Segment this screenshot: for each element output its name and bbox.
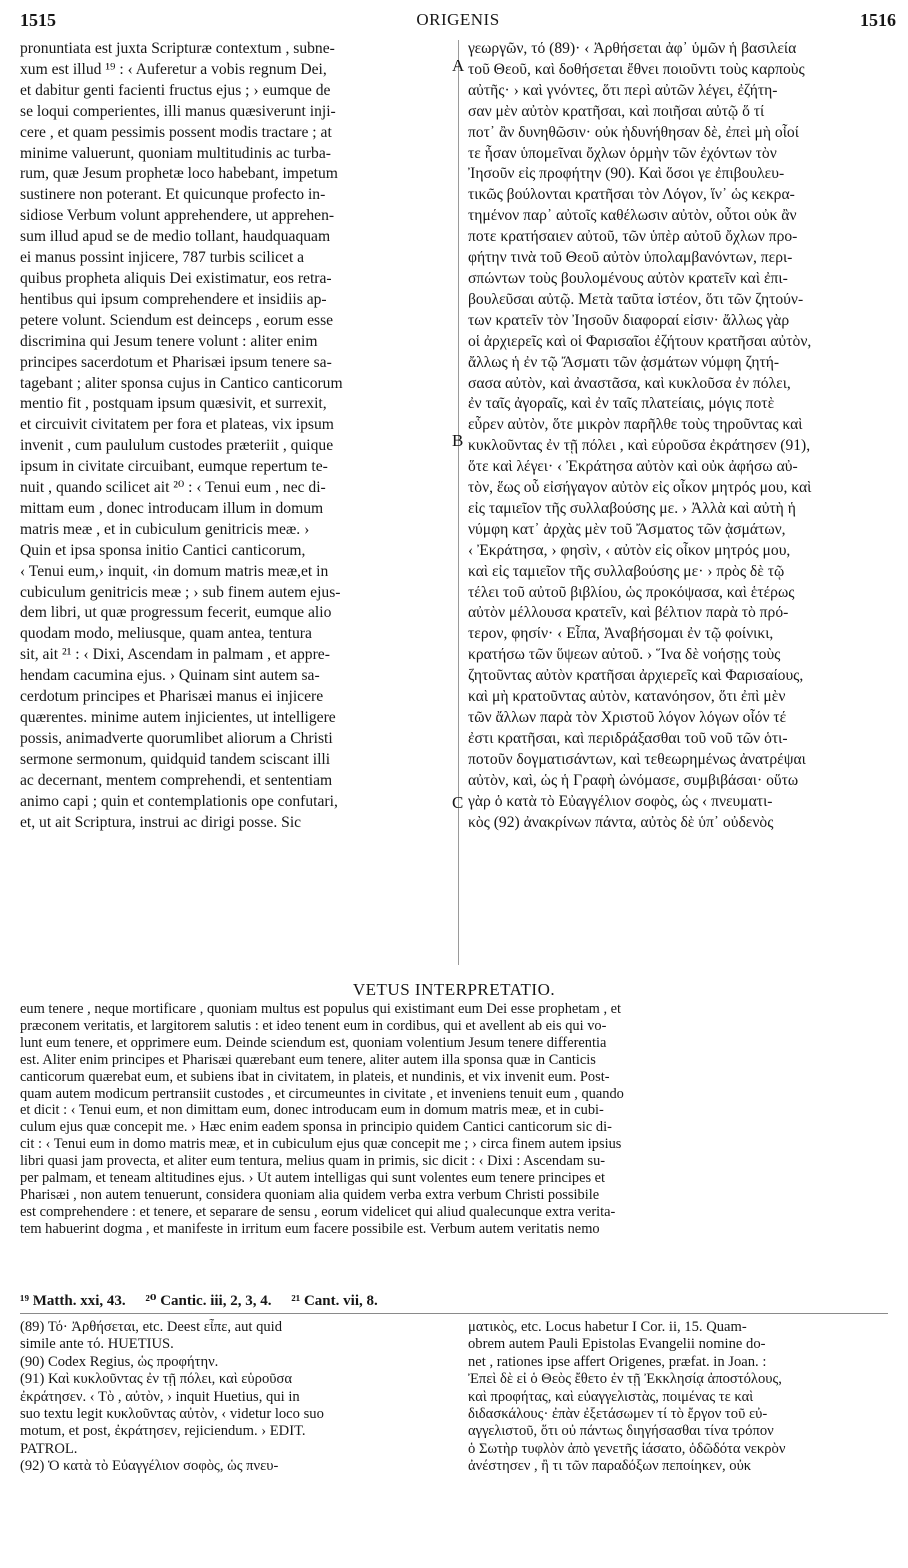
latin-text-line: pronuntiata est juxta Scripturæ contextum , subne-	[20, 40, 335, 57]
running-title: ORIGENIS	[416, 10, 500, 29]
latin-text-line: sidiose Verbum volunt apprehendere, ut apprehen-	[20, 207, 335, 225]
greek-text-line: καὶ εἰς ταμιεῖον τῆς συλλαβούσης με· › πρὸς δὲ τῷ	[468, 562, 785, 580]
latin-text-line: et circuivit civitatem per fora et plateas, vix ipsum	[20, 416, 334, 434]
footnote-line: suo textu legit κυκλοῦντας αὐτὸν, ‹ videtur loco suo	[20, 1406, 324, 1423]
greek-text-line: βουλεῦσαι αὐτῷ. Μετὰ ταῦτα ἰστέον, ὅτι τῶν ζητούν-	[468, 290, 804, 308]
latin-text-line: quærentes. minime autem injicientes, ut intelligere	[20, 709, 336, 726]
footnote-line: ἐκράτησεν. ‹ Τὸ , αὐτὸν, › inquit Huetius, qui in	[20, 1388, 300, 1405]
running-header	[20, 10, 896, 34]
vetus-interpretatio-heading: VETUS INTERPRETATIO.	[352, 980, 556, 999]
latin-text-line: invenit , cum paululum custodes præteriit , quique	[20, 437, 334, 455]
greek-text-line: ποτ᾽ ἂν δυνηθῶσιν· οὐκ ἠδυνήθησαν δὲ, ἐπεὶ μὴ οἷοί	[468, 123, 799, 141]
vetus-text-line: eum tenere , neque mortificare , quoniam multus est populus qui existimant eum Dei esse prophetam , et	[20, 1001, 622, 1017]
greek-text-line: σασα αὐτὸν, καὶ ἀναστᾶσα, καὶ κυκλοῦσα ἐν πόλει,	[468, 374, 791, 392]
footnote-line: ὁ Σωτὴρ τυφλὸν ἀπὸ γενετῆς ἰάσατο, ὁδῶδότα νεκρὸν	[468, 1440, 786, 1457]
latin-text-line: ‹ Tenui eum,› inquit, ‹in domum matris meæ,et in	[20, 562, 329, 580]
footnote-line: (91) Καὶ κυκλοῦντας ἐν τῇ πόλει, καὶ εὑροῦσα	[20, 1371, 292, 1388]
greek-text-line: ἄλλως ἡ ἐν τῷ Ἄσματι τῶν ᾀσμάτων νύμφη ζητή-	[468, 353, 780, 371]
page-number-left: 1515	[20, 10, 56, 30]
vetus-text-line: libri quasi jam provecta, et aliter eum tentura, melius quam in primis, sic dicit : ‹ Dixi : Ascendam su-	[20, 1153, 606, 1170]
footnote-line: Ἐπεὶ δὲ εἰ ὁ Θεὸς ἔθετο ἐν τῇ Ἐκκλησίᾳ ἀποστόλους,	[468, 1371, 782, 1388]
greek-text-line: εἰς ταμιεῖον τῆς συλλαβούσης με. › Ἀλλὰ καὶ αὐτὴ ἡ	[468, 499, 796, 517]
latin-text-line: ipsum in civitate circuibant, eumque repertum te-	[20, 458, 328, 476]
footnote-rule	[20, 1313, 888, 1314]
greek-text-line: ζητοῦντας αὐτὸν κρατῆσαι ἀρχιερεῖς καὶ Φαρισαίους,	[468, 667, 804, 685]
latin-text-line: et dabitur genti facienti fructus ejus ; › eumque de	[20, 81, 331, 99]
vetus-text-line: quam autem modicum pertransiit custodes , et circumeuntes in civitate , et inveniens tenuit eum , quando	[20, 1085, 624, 1102]
vetus-text-line: tem habuerint dogma , et manifeste in irritum eum facere possibile est. Verbum autem veritatis nemo	[20, 1220, 600, 1237]
latin-text-line: mittam eum , donec introducam illum in domum	[20, 499, 324, 517]
footnote-line: ματικὸς, etc. Locus habetur I Cor. ii, 15. Quam-	[468, 1319, 747, 1335]
latin-text-line: et, ut ait Scriptura, instrui ac dirigi posse. Sic	[20, 813, 302, 831]
vetus-text-line: cit : ‹ Tenui eum in domo matris meæ, et in cubiculum ejus quæ concepit me ; › circa finem autem ipsius	[20, 1136, 622, 1153]
latin-text-line: Quin et ipsa sponsa initio Cantici canticorum,	[20, 541, 306, 559]
greek-text-line: τερον, φησίν· ‹ Εἶπα, Ἀναβήσομαι ἐν τῷ φοίνικι,	[468, 625, 774, 643]
footnote-line: αγγελιστοῦ, ὅτι οὐ πάντως διηγήσασθαι τίνα τρόπον	[468, 1423, 774, 1440]
latin-text-line: se loqui comperientes, illi manus quæsiverunt inji-	[20, 102, 336, 120]
greek-text-line: καὶ μὴ κρατοῦντας αὐτὸν, κατανόησον, ὅτι ἐπὶ μὲν	[468, 688, 786, 706]
vetus-text-line: lunt eum tenere, et opprimere eum. Deinde sciendum est, quoniam volentium Jesum tenere differentia	[20, 1034, 607, 1051]
greek-column	[468, 39, 892, 833]
greek-text-line: κυκλοῦντας ἐν τῇ πόλει , καὶ εὑροῦσα ἐκράτησεν (91),	[468, 437, 811, 455]
greek-text-line: ποτε κρατήσαιεν αὐτοῦ, τῶν ὑπὲρ αὐτοῦ ὄχλων προ-	[468, 228, 798, 246]
latin-text-line: minime valuerunt, quoniam multitudinis ac turba-	[20, 144, 331, 162]
greek-text-line: τέλει τοῦ αὐτοῦ βιβλίου, ὡς προκόψασα, καὶ ἑτέρως	[468, 583, 795, 601]
latin-text-line: tagebant ; aliter sponsa cujus in Cantico canticorum	[20, 374, 343, 392]
greek-text-line: τικῶς βούλονται κρατῆσαι τὸν Λόγον, ἵν᾽ ὡς κεκρα-	[468, 186, 795, 204]
greek-text-line: οἱ ἀρχιερεῖς καὶ οἱ Φαρισαῖοι ἐζήτουν κρατῆσαι αὐτὸν,	[468, 332, 812, 350]
latin-text-line: cerdotum principes et Pharisæi manus ei injicere	[20, 688, 324, 706]
latin-text-line: ac decernant, mentem comprehendi, et sententiam	[20, 771, 333, 789]
greek-text-line: ‹ Ἐκράτησα, › φησὶν, ‹ αὐτὸν εἰς οἶκον μητρός μου,	[468, 541, 791, 559]
footnote-line: net , rationes ipse affert Origenes, præfat. in Joan. :	[468, 1353, 767, 1370]
greek-text-line: κὸς (92) ἀνακρίνων πάντα, αὐτὸς δὲ ὑπ᾽ οὐδενὸς	[468, 813, 774, 831]
page-number-right: 1516	[860, 10, 896, 30]
footnote-line: καὶ προφήτας, καὶ εὐαγγελιστὰς, ποιμένας τε καὶ	[468, 1388, 754, 1405]
greek-text-line: νύμφη κατ᾽ ἀρχὰς μὲν τοῦ Ἄσματος τῶν ᾀσμάτων,	[468, 520, 786, 538]
greek-text-line: τοῦ Θεοῦ, καὶ δοθήσεται ἔθνει ποιοῦντι τοὺς καρποὺς	[468, 60, 805, 78]
latin-text-line: sustinere non poterant. Et quicunque profecto in-	[20, 186, 326, 204]
vetus-text-line: et dicit : ‹ Tenui eum, et non dimittam eum, donec introducam eum in domum matris meæ, et in cubi-	[20, 1102, 604, 1119]
latin-text-line: principes sacerdotum et Pharisæi ipsum tenere sa-	[20, 353, 332, 371]
greek-text-line: αὐτὸν μέλλουσα κρατεῖν, καὶ βέλτιον παρὰ τὸ πρό-	[468, 604, 789, 622]
greek-text-line: τημένον παρ᾽ αὐτοῖς καθέλωσιν αὐτὸν, οὗτοι οὐκ ἂν	[468, 207, 797, 225]
column-separator	[458, 40, 459, 965]
footnote-line: (90) Codex Regius, ὡς προφήτην.	[20, 1353, 219, 1370]
greek-text-line: ἐστι κρατῆσαι, καὶ περιδράξασθαι τοῦ νοῦ τῶν ὁτι-	[468, 729, 788, 747]
footnote-line: PATROL.	[20, 1440, 78, 1457]
latin-text-line: xum est illud ¹⁹ : ‹ Auferetur a vobis regnum Dei,	[20, 60, 327, 78]
greek-text-line: ποτοῦν δογματισάντων, καὶ τεθεωρημένως ἀνατρέψαι	[468, 750, 806, 768]
latin-text-line: mentio fit , postquam ipsum quæsivit, et surrexit,	[20, 395, 327, 413]
latin-text-line: possis, animadverte quorumlibet aliorum a Christi	[20, 729, 333, 747]
greek-text-line: κρατήσω τῶν ὕψεων αὐτοῦ. › Ἵνα δὲ νοήσῃς τοὺς	[468, 646, 781, 664]
vetus-text-line: est comprehendere : et tenere, et separare de sensu , eorum videlicet qui aliud qualecunque extra verita-	[20, 1203, 616, 1220]
greek-text-line: ὅτε καὶ λέγει· ‹ Ἐκράτησα αὐτὸν καὶ οὐκ ἀφήσω αὐ-	[468, 458, 798, 476]
margin-letter-c: C	[452, 793, 464, 812]
greek-text-line: των κρατεῖν τὸν Ἰησοῦν διαφοραί εἰσιν· ἄλλως γὰρ	[468, 311, 790, 329]
latin-text-line: nuit , quando scilicet ait ²⁰ : ‹ Tenui eum , nec di-	[20, 479, 326, 497]
vetus-text-line: præconem veritatis, et largitorem salutis : et ideo tenent eum in cordibus, qui et avellent ab eis qui vo-	[20, 1017, 607, 1034]
greek-text-line: Ἰησοῦν εἰς προφήτην (90). Καὶ ὅσοι γε ἐπιβουλευ-	[468, 165, 785, 183]
latin-text-line: quibus propheta aliquis Dei existimatur, eos retra-	[20, 269, 332, 287]
latin-text-line: petere volunt. Sciendum est deinceps , eorum esse	[20, 311, 334, 329]
greek-text-line: γὰρ ὁ κατὰ τὸ Εὐαγγέλιον σοφὸς, ὡς ‹ πνευματι-	[468, 792, 773, 810]
vetus-interpretatio-text	[20, 1001, 890, 1238]
latin-text-line: quodam modo, meliusque, quam antea, tentura	[20, 625, 312, 643]
latin-text-line: sum illud apud se de medio tollant, haudquaquam	[20, 228, 331, 246]
latin-column	[20, 39, 447, 833]
scripture-ref: ²¹ Cant. vii, 8.	[291, 1293, 378, 1309]
latin-text-line: cubiculum genitricis meæ ; › sub finem autem ejus-	[20, 583, 341, 601]
footnote-line: simile ante τό. HUETIUS.	[20, 1336, 174, 1353]
greek-text-line: ἐν ταῖς ἀγοραῖς, καὶ ἐν ταῖς πλατείαις, μόγις ποτὲ	[468, 395, 775, 413]
greek-text-line: τῶν ἄλλων παρὰ τὸν Χριστοῦ λόγον λόγων οἷόν τέ	[468, 709, 787, 726]
footnote-line: διδασκάλους· ἐπὰν ἐξετάσωμεν τί τὸ ἔργον τοῦ εὐ-	[468, 1406, 768, 1423]
vetus-text-line: canticorum quærebat eum, et subiens ibat in civitatem, in plateis, et nundinis, et vix invenit eum. Post-	[20, 1068, 610, 1085]
scripture-ref: ²⁰ Cantic. iii, 2, 3, 4.	[145, 1293, 272, 1309]
scripture-references	[20, 1291, 890, 1310]
vetus-text-line: Pharisæi , non autem tenuerunt, considera quoniam alia quidem verba extra verbum Christi possibile	[20, 1186, 600, 1203]
footnote-line: (89) Τό· Ἀρθήσεται, etc. Deest εἶπε, aut quid	[20, 1319, 283, 1335]
greek-text-line: τε ἦσαν ὑπομεῖναι ὄχλων ὁρμὴν τῶν ἐχόντων τὸν	[468, 144, 777, 162]
margin-letter-a: A	[452, 56, 465, 75]
latin-text-line: ei manus possint injicere, 787 turbis scilicet a	[20, 249, 305, 267]
greek-text-line: τὸν, ἕως οὗ εἰσήγαγον αὐτὸν εἰς οἶκον μητρός μου, καὶ	[468, 479, 812, 497]
scripture-ref: ¹⁹ Matth. xxi, 43.	[20, 1293, 126, 1309]
latin-text-line: sit, ait ²¹ : ‹ Dixi, Ascendam in palmam , et appre-	[20, 646, 330, 664]
greek-text-line: εὗρεν αὐτὸν, ὅτε μικρὸν παρῆλθε τοὺς τηροῦντας καὶ	[468, 416, 803, 434]
margin-letter-b: B	[452, 431, 464, 450]
footnotes-left	[20, 1319, 448, 1476]
latin-text-line: matris meæ , et in cubiculum genitricis meæ. ›	[20, 520, 310, 538]
greek-text-line: αὐτὸν, καὶ, ὡς ἡ Γραφὴ ὠνόμασε, συμβιβάσαι· οὕτω	[468, 771, 799, 789]
latin-text-line: rum, quæ Jesum prophetæ loco habebant, impetum	[20, 165, 338, 183]
latin-text-line: cere , et quam pessimis possent modis tractare ; at	[20, 123, 332, 141]
latin-text-line: dem libri, ut quæ progressum fecerit, eumque alio	[20, 604, 332, 622]
greek-text-line: γεωργῶν, τό (89)· ‹ Ἀρθήσεται ἀφ᾽ ὑμῶν ἡ βασιλεία	[468, 40, 797, 57]
latin-text-line: hendam cacumina ejus. › Quinam sint autem sa-	[20, 667, 320, 685]
footnote-line: ἀνέστησεν , ἢ τι τῶν παραδόξων πεποίηκεν, οὐκ	[468, 1458, 752, 1475]
latin-text-line: animo capi ; quin et contemplationis ope confutari,	[20, 792, 338, 810]
latin-text-line: hentibus qui ipsum comprehendere et insidiis ap-	[20, 290, 327, 308]
greek-text-line: φήτην τινὰ τοῦ Θεοῦ αὐτὸν ὑπολαμβανόντων, περι-	[468, 249, 793, 267]
latin-text-line: discrimina qui Jesum tenere volunt : aliter enim	[20, 332, 318, 350]
footnote-line: obrem autem Pauli Epistolas Evangelii nomine do-	[468, 1336, 766, 1353]
vetus-text-line: per palmam, et teneam altitudines ejus. › Ut autem intelligas qui sunt volentes eum tenere principes et	[20, 1170, 606, 1187]
vetus-text-line: est. Aliter enim principes et Pharisæi quærebant eum tenere, aliter autem illa sponsa quæ in Canticis	[20, 1051, 596, 1068]
greek-text-line: σπώντων τοὺς βουλομένους αὐτὸν κρατεῖν καὶ ἐπι-	[468, 269, 788, 287]
footnotes-right	[468, 1319, 896, 1476]
footnote-line: (92) Ὁ κατὰ τὸ Εὐαγγέλιον σοφὸς, ὡς πνευ-	[20, 1458, 279, 1475]
latin-text-line: sermone sermonum, quidquid tandem sciscant illi	[20, 750, 331, 768]
greek-text-line: σαν μὲν αὐτὸν κρατῆσαι, καὶ ποιῆσαι αὐτῷ ὅ τί	[468, 102, 765, 120]
greek-text-line: αὐτῆς· › καὶ γνόντες, ὅτι περὶ αὐτῶν λέγει, ἐζήτη-	[468, 81, 778, 99]
vetus-text-line: culum ejus quæ concepit me. › Hæc enim eadem sponsa in principio quidem Cantici canticorum sic di-	[20, 1119, 612, 1136]
footnote-line: motum, et post, ἐκράτησεν, rejiciendum. › EDIT.	[20, 1423, 306, 1440]
